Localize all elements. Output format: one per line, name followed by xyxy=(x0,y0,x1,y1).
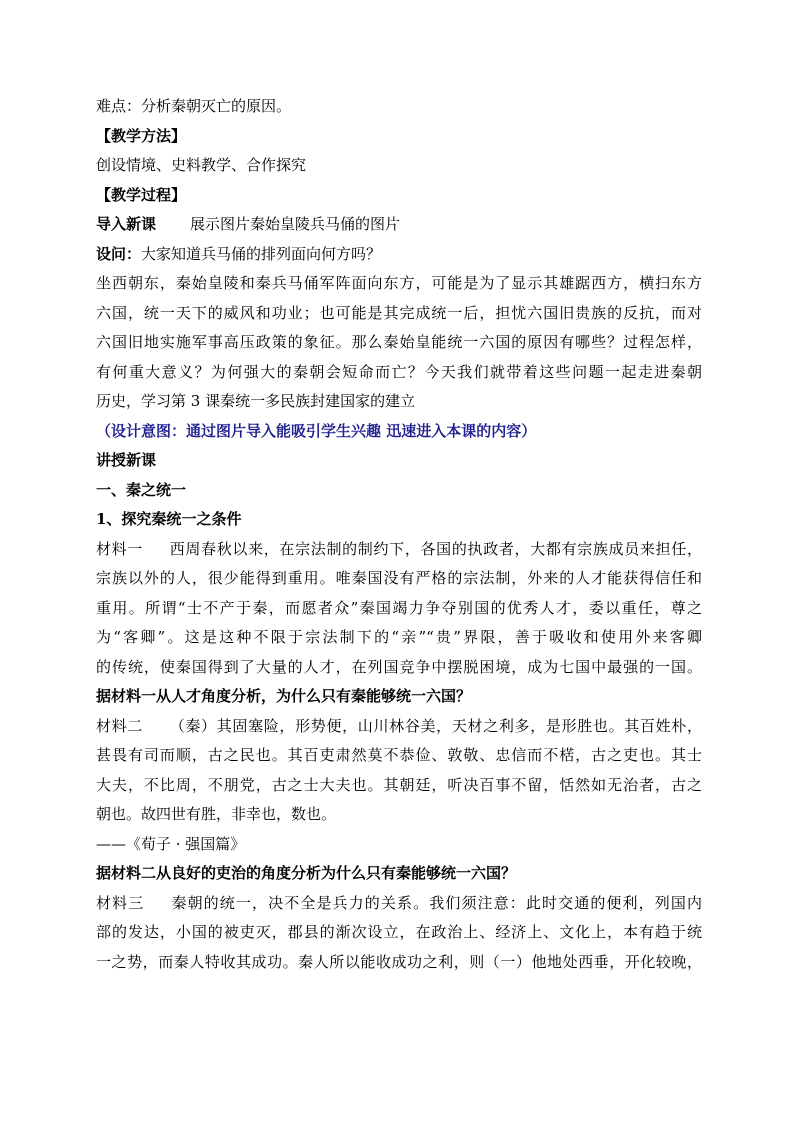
section-heading: 一、秦之统一 xyxy=(96,480,187,499)
text-line: 创设情境、史料教学、合作探究 xyxy=(96,156,307,174)
inline-label: 设问： xyxy=(96,244,142,263)
text-line xyxy=(96,240,702,270)
text-line: 六国，统一天下的威风和功业；也可能是其完成统一后，担忧六国旧贵族的反抗，而对 xyxy=(96,303,702,322)
inline-text: 秦朝的统一，决不全是兵力的关系。我们须注意：此时交通的便利，列国内 xyxy=(170,893,702,912)
text-line: 历史，学习第 3 课秦统一多民族封建国家的建立 xyxy=(96,392,416,410)
document-page xyxy=(96,92,702,977)
text-line xyxy=(96,712,702,742)
text-line: 部的发达，小国的被吏灭，郡县的渐次设立，在政治上、经济上、文化上，本有趋于统 xyxy=(96,923,702,941)
text-line: 有何重大意义？为何强大的秦朝会短命而亡？今天我们就带着这些问题一起走进秦朝 xyxy=(96,362,702,381)
material-label: 材料二 xyxy=(96,716,144,735)
inline-label: 导入新课 xyxy=(96,215,157,233)
section-heading: 【教学过程】 xyxy=(96,185,187,204)
section-heading: 讲授新课 xyxy=(96,451,157,469)
text-line xyxy=(96,535,702,565)
text-line: 难点：分析秦朝灭亡的原因。 xyxy=(96,97,292,115)
question-line: 据材料二从良好的吏治的角度分析为什么只有秦能够统一六国？ xyxy=(96,864,517,882)
text-line: 六国旧地实施军事高压政策的象征。那么秦始皇能统一六国的原因有哪些？过程怎样， xyxy=(96,333,702,351)
text-line: 朝也。故四世有胜，非幸也，数也。 xyxy=(96,805,337,823)
text-line: 的传统，使秦国得到了大量的人才，在列国竞争中摆脱困境，成为七国中最强的一国。 xyxy=(96,657,702,676)
section-heading: 【教学方法】 xyxy=(96,126,187,145)
inline-text: （秦）其固塞险，形势便，山川林谷美，天材之利多，是形胜也。其百姓朴， xyxy=(169,716,702,735)
text-line: 大夫，不比周，不朋党，古之士大夫也。其朝廷，听决百事不留，恬然如无治者，古之 xyxy=(96,775,702,794)
text-line: 重用。所谓“士不产于秦，而愿者众”秦国竭力争夺别国的优秀人才，委以重任，尊之 xyxy=(96,598,702,617)
subsection-heading: 1、探究秦统一之条件 xyxy=(96,510,242,528)
text-line: 坐西朝东，秦始皇陵和秦兵马俑军阵面向东方，可能是为了显示其雄踞西方，横扫东方 xyxy=(96,274,702,292)
inline-text: 展示图片秦始皇陵兵马俑的图片 xyxy=(190,215,401,233)
material-label: 材料一 xyxy=(96,539,144,558)
text-line xyxy=(96,889,702,919)
text-line: 宗族以外的人，很少能得到重用。唯秦国没有严格的宗法制，外来的人才能获得信任和 xyxy=(96,569,702,587)
source-citation: ——《荀子 · 强国篇》 xyxy=(96,834,246,853)
text-line: 甚畏有司而顺，古之民也。其百吏肃然莫不恭俭、敦敬、忠信而不楛，古之吏也。其士 xyxy=(96,746,702,764)
text-line xyxy=(96,210,702,240)
inline-text: 大家知道兵马俑的排列面向何方吗？ xyxy=(141,244,382,263)
inline-text: 西周春秋以来，在宗法制的制约下，各国的执政者，大都有宗族成员来担任， xyxy=(169,539,702,558)
design-intent-note: （设计意图：通过图片导入能吸引学生兴趣 迅速进入本课的内容） xyxy=(96,421,537,440)
question-line: 据材料一从人才角度分析，为什么只有秦能够统一六国？ xyxy=(96,687,472,705)
text-line: 为“客卿”。这是这种不限于宗法制下的“亲”“贵”界限，善于吸收和使用外来客卿 xyxy=(96,628,702,646)
text-line: 一之势，而秦人特收其成功。秦人所以能收成功之利，则（一）他地处西垂，开化较晚， xyxy=(96,952,702,971)
material-label: 材料三 xyxy=(96,893,145,912)
